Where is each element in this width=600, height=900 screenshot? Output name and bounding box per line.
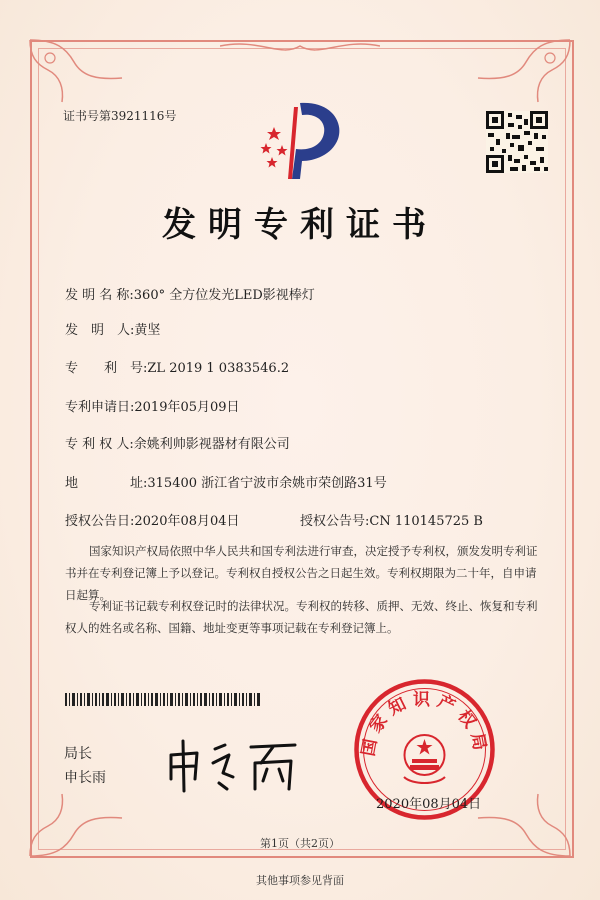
certificate-title: 发明专利证书 [162,205,438,245]
inventor-row [65,319,160,338]
patent-number-label: 专 利 号: [65,361,148,376]
seal-date: 2020年08月04日 [376,797,482,812]
director-title: 局长 [64,746,92,762]
application-date-label: 专利申请日: [65,400,135,415]
grant-date-label: 授权公告日: [65,514,135,529]
grant-date-value: 2020年08月04日 [134,514,240,529]
patentee-label: 专 利 权 人: [65,437,134,452]
address-value: 315400 浙江省宁波市余姚市荣创路31号 [147,476,387,491]
inventor-value: 黄坚 [134,323,161,338]
patentee-value: 余姚利帅影视器材有限公司 [133,437,290,452]
certificate-number: 证书号第3921116号 [63,109,177,123]
grant-statement-paragraph: 国家知识产权局依照中华人民共和国专利法进行审查，决定授予专利权，颁发发明专利证书并在专利登记簿上予以登记。专利权自授权公告之日起生效。专利权期限为二十年，自申请日起算。 [65,544,538,602]
top-center-ornament [220,36,380,60]
invention-name-row [65,284,315,303]
address-label: 地 址: [65,476,148,491]
address-row [65,472,387,491]
patent-number-value: ZL 2019 1 0383546.2 [147,361,290,376]
grant-date-row [65,510,240,529]
inventor-label: 发 明 人: [65,323,135,338]
page-info: 第1页（共2页） [260,837,340,850]
grant-number-label: 授权公告号: [300,514,370,529]
svg-text:国家知识产权局: 国家知识产权局 [358,689,491,758]
patent-office-logo [252,93,352,183]
invention-name-label: 发 明 名 称: [65,288,134,303]
corner-ornament-top-right [464,36,574,106]
invention-name-value: 360° 全方位发光LED影视棒灯 [133,288,315,303]
patent-number-row [65,357,289,376]
application-date-value: 2019年05月09日 [134,400,240,415]
grant-number-value: CN 110145725 B [369,514,483,529]
grant-number-row [300,510,483,529]
legal-status-paragraph: 专利证书记载专利权登记时的法律状况。专利权的转移、质押、无效、终止、恢复和专利权人的姓名或名称、国籍、地址变更等事项记载在专利登记簿上。 [65,599,538,635]
director-signature [163,733,303,795]
application-date-row [65,396,240,415]
footer-note: 其他事项参见背面 [256,874,344,887]
director-name: 申长雨 [64,770,106,786]
qr-code [486,111,548,173]
patentee-row [65,433,290,452]
corner-ornament-top-left [26,36,136,106]
barcode [65,693,260,706]
